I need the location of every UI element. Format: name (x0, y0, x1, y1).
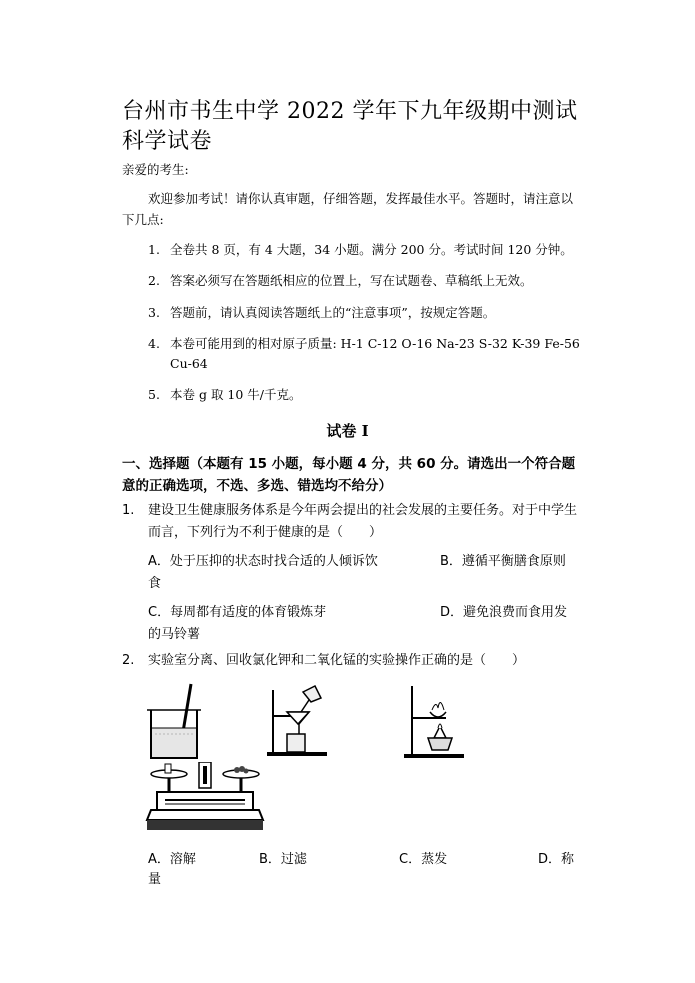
note-text: 本卷可能用到的相对原子质量: H-1 C-12 O-16 Na-23 S-32 K-39 Fe-56 Cu-64 (170, 336, 580, 371)
option-c: C．蒸发 (399, 852, 448, 867)
note-item (148, 334, 600, 374)
note-item (148, 385, 588, 405)
note-number: 1. (148, 242, 160, 257)
option-c: C．每周都有适度的体育锻炼芽的马铃薯 (148, 605, 327, 642)
evaporation-apparatus-figure (400, 682, 470, 762)
note-text: 本卷 g 取 10 牛/千克。 (170, 387, 302, 402)
question-text: 建设卫生健康服务体系是今年两会提出的社会发展的主要任务。对于中学生而言，下列行为不利于健康的是（ ） (148, 503, 578, 540)
note-number: 5. (148, 387, 160, 402)
intro-paragraph: 欢迎参加考试！请你认真审题，仔细答题，发挥最佳水平。答题时，请注意以下几点: (122, 191, 574, 227)
question-2 (122, 650, 578, 672)
question-number: 2. (122, 653, 135, 668)
option-b: B．遵循平衡膳食原则 (440, 554, 566, 569)
option-a: A．处于压抑的状态时找合适的人倾诉饮食 (148, 554, 378, 591)
note-item (148, 303, 588, 323)
note-item (148, 240, 588, 260)
note-number: 2. (148, 273, 160, 288)
note-text: 全卷共 8 页，有 4 大题，34 小题。满分 200 分。考试时间 120 分钟。 (170, 242, 573, 257)
note-text: 答题前，请认真阅读答题纸上的“注意事项”，按规定答题。 (170, 305, 496, 320)
option-d: D．避免浪费而食用发 (440, 605, 568, 620)
question-1 (122, 500, 578, 544)
section-title: 试卷 I (326, 422, 369, 440)
note-number: 4. (148, 336, 160, 351)
filtration-apparatus-figure (265, 682, 335, 757)
note-text: 答案必须写在答题纸相应的位置上，写在试题卷、草稿纸上无效。 (170, 273, 533, 288)
note-item (148, 271, 588, 291)
part-title: 一、选择题（本题有 15 小题，每小题 4 分，共 60 分。请选出一个符合题意的正确选项，不选、多选、错选均不给分） (122, 456, 576, 494)
greeting: 亲爱的考生: (122, 162, 189, 177)
exam-title: 台州市书生中学 2022 学年下九年级期中测试科学试卷 (122, 99, 578, 154)
option-b: B．过滤 (259, 852, 307, 867)
option-d-continued: 量 (148, 872, 162, 887)
option-d: D．称 (538, 852, 575, 867)
option-a: A．溶解 (148, 852, 196, 867)
question-number: 1. (122, 503, 135, 518)
dissolving-beaker-figure (145, 682, 205, 762)
question-text: 实验室分离、回收氯化钾和二氧化锰的实验操作正确的是（ ） (148, 653, 526, 668)
balance-scale-figure (145, 762, 265, 837)
note-number: 3. (148, 305, 160, 320)
